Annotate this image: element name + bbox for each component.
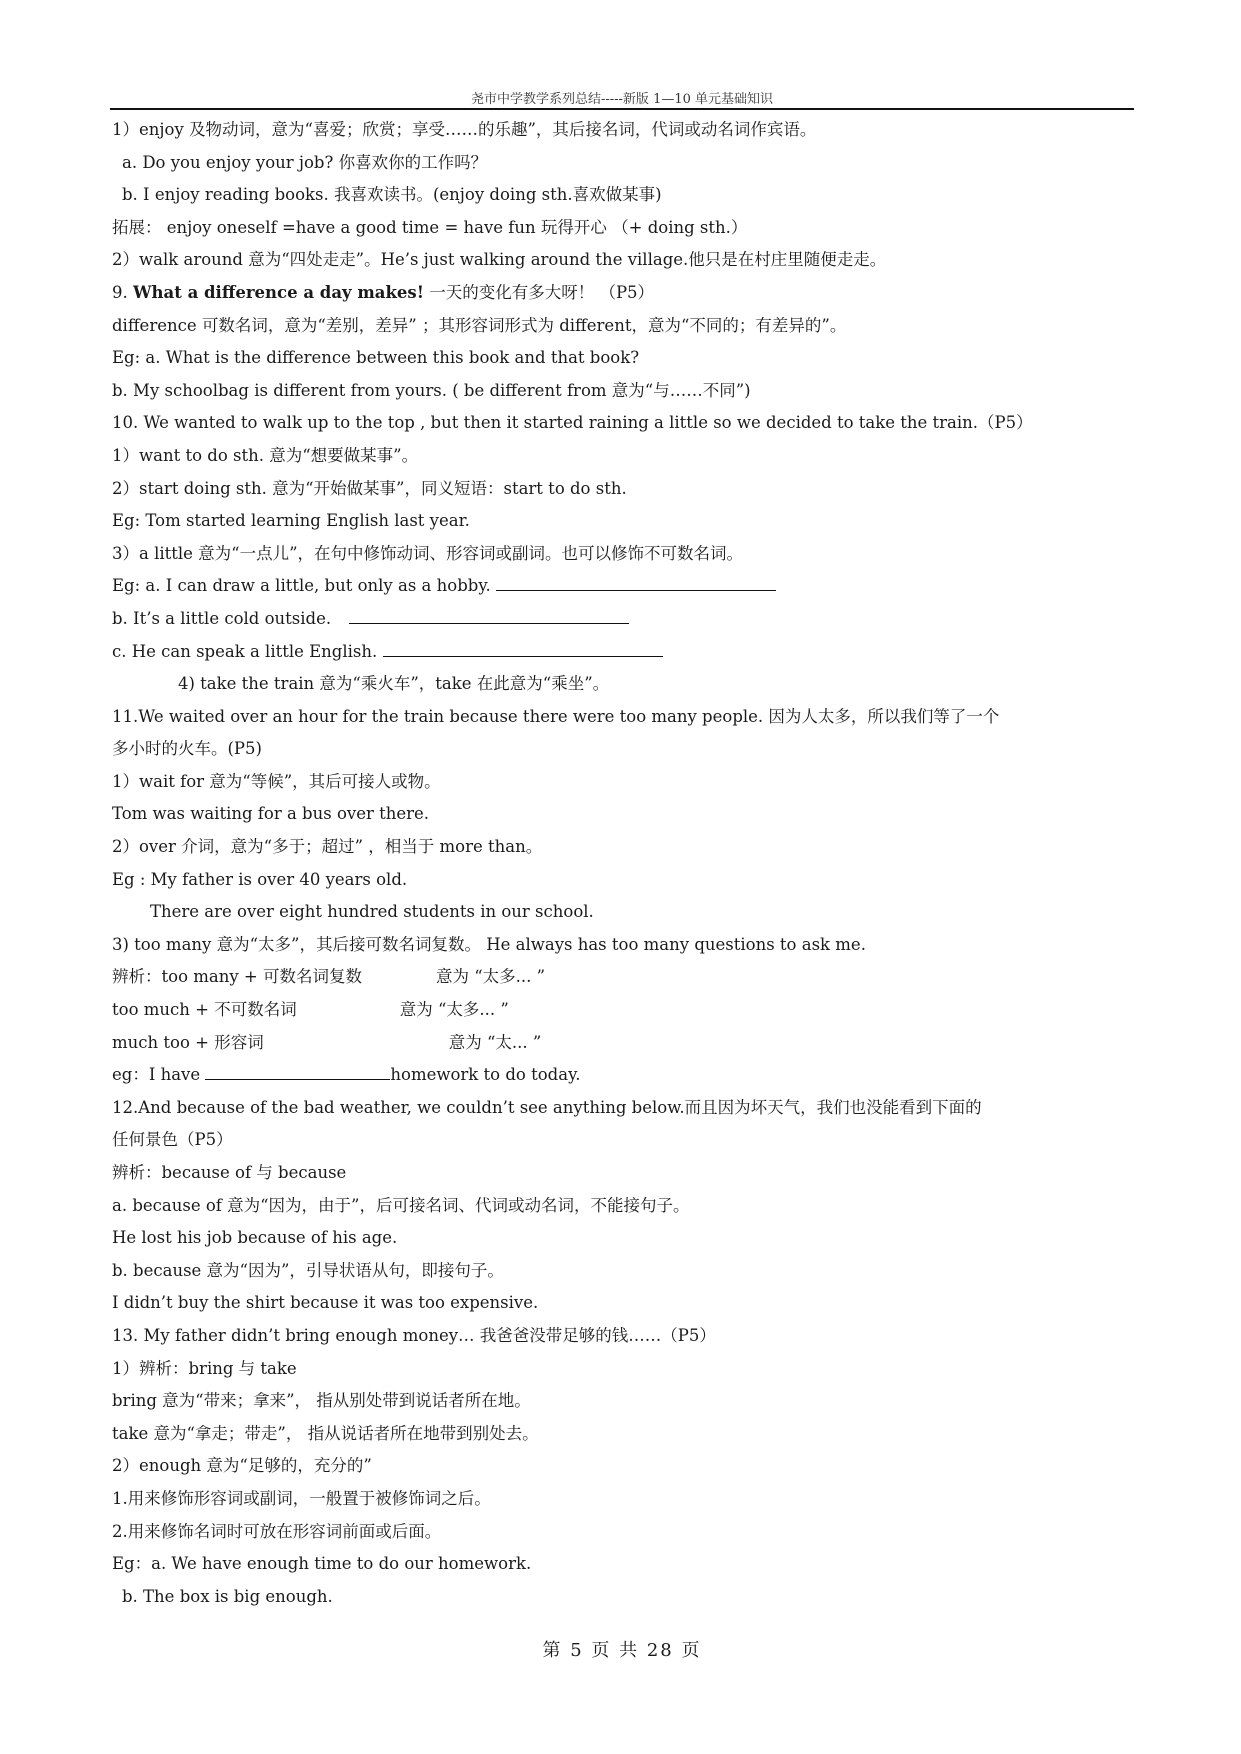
comparison-term: too much + 不可数名词: [112, 1000, 297, 1020]
answer-blank[interactable]: [496, 572, 776, 591]
header-rule: [110, 108, 1134, 110]
item-9-line: [112, 277, 1112, 310]
comparison-meaning: 意为 “太多... ”: [436, 967, 546, 987]
exercise-text: c. He can speak a little English.: [112, 641, 378, 661]
text-line: 3) too many 意为“太多”，其后接可数名词复数。 He always has too many questions to ask me.: [112, 934, 866, 954]
text-line: a. Do you enjoy your job? 你喜欢你的工作吗？: [122, 152, 488, 172]
comparison-term: much too + 形容词: [112, 1032, 264, 1052]
text-line: bring 意为“带来；拿来”， 指从别处带到说话者所在地。: [112, 1391, 531, 1411]
text-line: 2）enough 意为“足够的，充分的”: [112, 1456, 372, 1476]
text-line: 1）enjoy 及物动词，意为“喜爱；欣赏；享受……的乐趣”，其后接名词，代词或动名词作宾语。: [112, 120, 817, 139]
text-line: b. because 意为“因为”，引导状语从句，即接句子。: [112, 1260, 504, 1280]
exercise-text: Eg: a. I can draw a little, but only as a hobby.: [112, 576, 491, 596]
item-9-number: 9.: [112, 282, 128, 302]
text-line: b. My schoolbag is different from yours. ( be different from 意为“与……不同”): [112, 380, 751, 400]
text-line: 4) take the train 意为“乘火车”，take 在此意为“乘坐”。: [178, 674, 610, 694]
exercise-text: homework to do today.: [390, 1065, 581, 1085]
comparison-term: 辨析：too many + 可数名词复数: [112, 967, 362, 987]
answer-blank[interactable]: [349, 605, 629, 624]
text-line: b. The box is big enough.: [122, 1586, 333, 1606]
text-line: Eg：a. We have enough time to do our homework.: [112, 1554, 532, 1574]
answer-blank[interactable]: [205, 1061, 390, 1080]
text-line: 3）a little 意为“一点儿”，在句中修饰动词、形容词或副词。也可以修饰不可数名词。: [112, 543, 744, 563]
text-line: 2）walk around 意为“四处走走”。He’s just walking around the village.他只是在村庄里随便走走。: [112, 250, 887, 270]
exercise-line: [112, 1059, 1112, 1092]
text-line: take 意为“拿走；带走”， 指从说话者所在地带到别处去。: [112, 1423, 539, 1443]
exercise-line: [112, 570, 1112, 603]
document-body: [112, 114, 1112, 1613]
text-line: He lost his job because of his age.: [112, 1228, 398, 1248]
text-line: I didn’t buy the shirt because it was too expensive.: [112, 1293, 539, 1313]
text-line: Tom was waiting for a bus over there.: [112, 804, 430, 824]
text-line: 13. My father didn’t bring enough money… 我爸爸没带足够的钱……（P5）: [112, 1325, 716, 1345]
item-9-heading: What a difference a day makes!: [133, 282, 424, 302]
running-header: 尧市中学教学系列总结-----新版 1—10 单元基础知识: [470, 92, 774, 107]
text-line: b. I enjoy reading books. 我喜欢读书。(enjoy doing sth.喜欢做某事): [122, 185, 662, 205]
comparison-row: [112, 961, 1112, 994]
exercise-text: eg：I have: [112, 1065, 201, 1085]
comparison-meaning: 意为 “太... ”: [448, 1032, 542, 1052]
text-line: difference 可数名词，意为“差别，差异” ；其形容词形式为 different，意为“不同的；有差异的”。: [112, 315, 847, 335]
page-number: 第 5 页 共 28 页: [542, 1640, 702, 1661]
text-line: 1）辨析：bring 与 take: [112, 1358, 297, 1378]
text-line: 10. We wanted to walk up to the top , but then it started raining a little so we decided to take the train.（P5）: [112, 413, 1033, 433]
exercise-line: [112, 603, 1112, 636]
exercise-text: b. It’s a little cold outside.: [112, 608, 332, 628]
comparison-row: [112, 994, 1112, 1027]
text-line: 多小时的火车。(P5): [112, 739, 262, 759]
comparison-meaning: 意为 “太多... ”: [399, 1000, 509, 1020]
text-line: 拓展： enjoy oneself =have a good time = have fun 玩得开心 （+ doing sth.）: [112, 217, 748, 237]
text-line: 1）wait for 意为“等候”，其后可接人或物。: [112, 771, 441, 791]
item-9-translation: 一天的变化有多大呀！ （P5）: [423, 282, 655, 302]
text-line: 11.We waited over an hour for the train because there were too many people. 因为人太多，所以我们等了一个: [112, 706, 1000, 726]
text-line: 2）over 介词，意为“多于；超过” ，相当于 more than。: [112, 837, 543, 857]
text-line: 任何景色（P5）: [112, 1130, 233, 1150]
text-line: 1.用来修饰形容词或副词，一般置于被修饰词之后。: [112, 1488, 491, 1508]
text-line: 1）want to do sth. 意为“想要做某事”。: [112, 445, 419, 465]
text-line: Eg: a. What is the difference between this book and that book?: [112, 348, 640, 368]
text-line: There are over eight hundred students in our school.: [150, 902, 594, 922]
comparison-row: [112, 1027, 1112, 1060]
text-line: Eg: Tom started learning English last year.: [112, 511, 470, 531]
exercise-line: [112, 636, 1112, 669]
text-line: 12.And because of the bad weather, we couldn’t see anything below.而且因为坏天气，我们也没能看到下面的: [112, 1097, 982, 1117]
answer-blank[interactable]: [383, 638, 663, 657]
text-line: a. because of 意为“因为，由于”，后可接名词、代词或动名词，不能接句子。: [112, 1195, 690, 1215]
text-line: 辨析：because of 与 because: [112, 1163, 347, 1182]
text-line: 2）start doing sth. 意为“开始做某事”，同义短语：start to do sth.: [112, 478, 627, 498]
text-line: 2.用来修饰名词时可放在形容词前面或后面。: [112, 1521, 442, 1541]
text-line: Eg : My father is over 40 years old.: [112, 869, 408, 889]
